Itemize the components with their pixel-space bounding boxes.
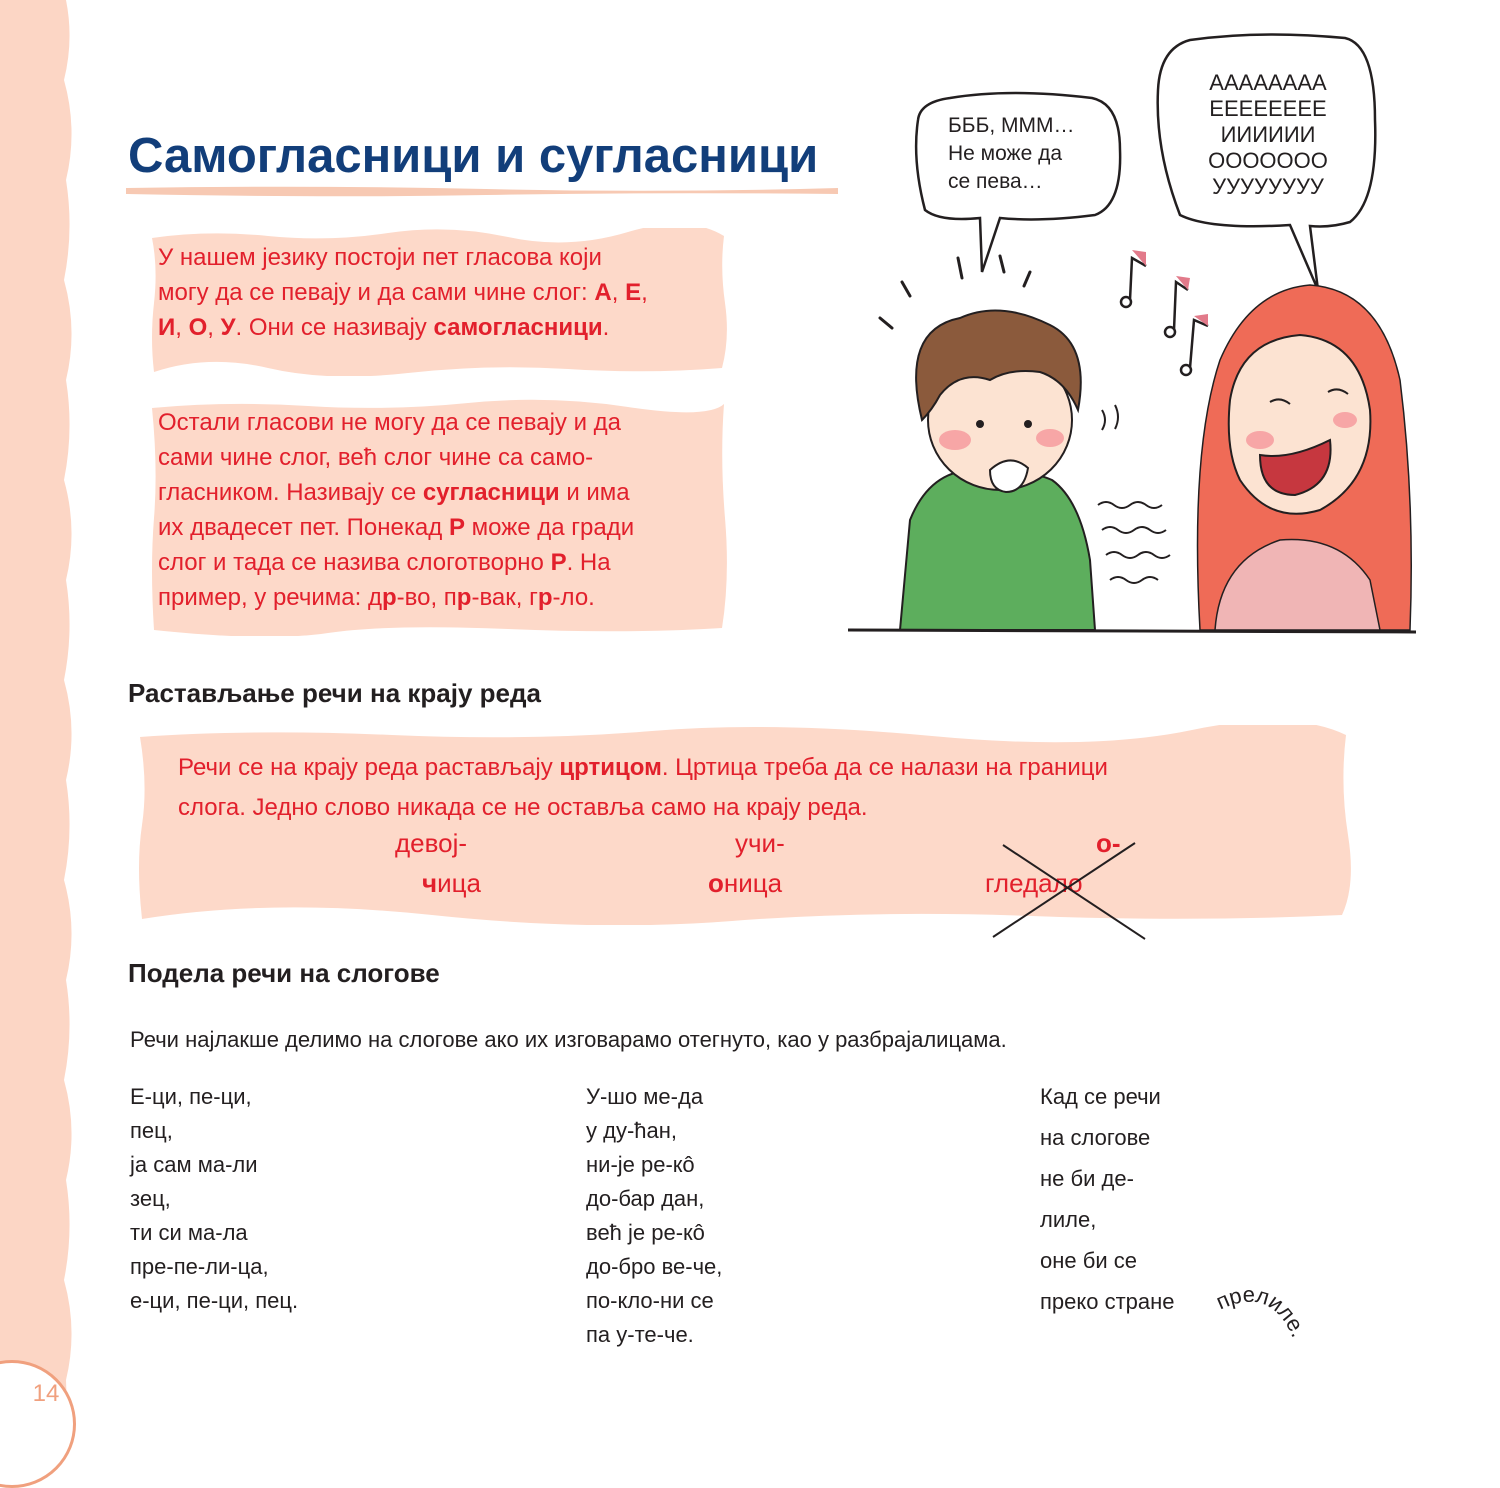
vowel-u: У (220, 314, 236, 341)
girl-speech-text (1178, 70, 1358, 200)
r-grlo: р (537, 584, 553, 611)
sep: , (611, 279, 626, 306)
vowels-line-3 (158, 310, 648, 345)
girl-speech-line-1: АААААААА (1209, 70, 1327, 95)
sep: , (175, 314, 189, 341)
example-3-rest: гледало (985, 868, 1083, 898)
r-drvo: р (381, 584, 397, 611)
example-1-bottom (422, 868, 481, 899)
vowels-line-3-text: . Они се називају (235, 314, 434, 341)
info-box-hyphenation (178, 748, 1108, 828)
boy-sweater (900, 470, 1095, 630)
boy-speech-text (948, 112, 1075, 196)
syllables-intro: Речи најлакше делимо на слогове ако их изговарамо отегнуто, као у разбрајалицама. (130, 1027, 1007, 1052)
rhyme3-line: на слогове (1040, 1125, 1151, 1150)
consonants-line-3 (158, 475, 634, 510)
c6c: -вак, г (471, 584, 538, 611)
rhyme3-line: оне би се (1040, 1248, 1137, 1273)
cross-out-mark (985, 835, 1155, 945)
rhyme2-line: У-шо ме-да (586, 1084, 704, 1109)
rhyme2-line: у ду-ћан, (586, 1118, 678, 1143)
h1a: Речи се на крају реда растављају (178, 754, 560, 781)
term-hyphen: цртицом (559, 754, 662, 781)
vowel-a: А (594, 279, 612, 306)
sep: , (207, 314, 221, 341)
example-1-rest: ица (437, 868, 481, 898)
hyphen-rule-line-1 (178, 748, 1108, 788)
rhyme2-line: по-кло-ни се (586, 1288, 714, 1313)
girl-speech-line-2: ЕЕЕЕЕЕЕЕ (1209, 96, 1327, 121)
c6d: -ло. (552, 584, 595, 611)
c5b: . На (566, 549, 611, 576)
example-2-bold: о (708, 868, 724, 898)
h1b: . Цртица треба да се налази на граници (661, 754, 1108, 781)
curved-word-prelile (1210, 1270, 1340, 1380)
example-3-top: о- (1096, 828, 1121, 858)
rhyme1-line: пец, (130, 1118, 173, 1143)
rhyme-column-2 (586, 1080, 722, 1352)
c3b: и има (559, 479, 630, 506)
c4a: их двадесет пет. Понекад (158, 514, 449, 541)
girl-speech-line-5: УУУУУУУУ (1212, 174, 1324, 199)
page-title: Самогласници и сугласници (128, 129, 819, 183)
vowels-line-2 (158, 275, 648, 310)
girl-speech-line-3: ИИИИИИ (1220, 122, 1316, 147)
rhyme1-line: Е-ци, пе-ци, (130, 1084, 252, 1109)
boy-speech-line-1: БББ, МММ… (948, 114, 1075, 137)
example-2-bottom (708, 868, 782, 899)
vowels-line-1: У нашем језику постоји пет гласова који (158, 244, 602, 271)
example-1-top: девој- (395, 828, 468, 858)
rhyme2-line: до-бро ве-че, (586, 1254, 723, 1279)
rhyme2-line: до-бар дан, (586, 1186, 705, 1211)
heading-syllables: Подела речи на слогове (128, 958, 440, 988)
vowel-o: О (188, 314, 208, 341)
sep: , (641, 279, 648, 306)
girl-speech-line-4: ООООООО (1208, 148, 1328, 173)
rhyme-column-1 (130, 1080, 298, 1318)
rhyme3-line: лиле, (1040, 1207, 1097, 1232)
rhyme3-line: преко стране (1040, 1289, 1175, 1314)
rhyme-column-3 (1040, 1076, 1175, 1322)
svg-text:прелиле. (1212, 1282, 1311, 1341)
vowel-i: И (158, 314, 176, 341)
term-consonants: сугласници (422, 479, 560, 506)
rhyme2-line: па у-те-че. (586, 1322, 694, 1347)
c3a: гласником. Називају се (158, 479, 423, 506)
letter-r: Р (448, 514, 465, 541)
rhyme2-line: ни-је ре-кô (586, 1152, 695, 1177)
info-box-vowels (158, 240, 648, 345)
rhyme1-line: е-ци, пе-ци, пец. (130, 1288, 299, 1313)
title-underline (126, 183, 838, 197)
vowels-line-2-text: могу да се певају и да сами чине слог: (158, 279, 595, 306)
rhyme2-line: већ је ре-кô (586, 1220, 705, 1245)
vowel-e: Е (625, 279, 642, 306)
rhyme3-line: не би де- (1040, 1166, 1134, 1191)
letter-r-2: Р (550, 549, 567, 576)
example-2-rest: ница (723, 868, 783, 898)
consonants-line-1: Остали гласови не могу да се певају и да (158, 409, 622, 436)
consonants-line-2: сами чине слог, већ слог чине са само- (158, 444, 594, 471)
c6b: -во, п (396, 584, 457, 611)
example-1-bold: ч (422, 868, 438, 898)
c6a: пример, у речима: д (158, 584, 382, 611)
c5a: слог и тада се назива слоготворно (158, 549, 551, 576)
c4b: може да гради (464, 514, 635, 541)
r-prvak: р (456, 584, 472, 611)
term-vowels: самогласници (433, 314, 603, 341)
info-box-consonants (158, 405, 634, 615)
hyphen-rule-line-2: слога. Једно слово никада се не оставља само на крају реда. (178, 794, 868, 821)
rhyme1-line: ја сам ма-ли (130, 1152, 258, 1177)
consonants-line-4 (158, 510, 634, 545)
rhyme1-line: пре-пе-ли-ца, (130, 1254, 269, 1279)
curved-word-text: прелиле. (1212, 1281, 1312, 1341)
rhyme1-line: ти си ма-ла (130, 1220, 248, 1245)
left-decorative-strip (0, 0, 80, 1436)
example-2-top: учи- (735, 828, 785, 858)
rhyme3-line: Кад се речи (1040, 1084, 1161, 1109)
page-number: 14 (32, 1380, 60, 1407)
dot: . (602, 314, 610, 341)
boy-speech-line-2: Не може да (948, 142, 1063, 165)
consonants-line-6 (158, 580, 634, 615)
consonants-line-5 (158, 545, 634, 580)
heading-word-splitting: Растављање речи на крају реда (128, 678, 541, 708)
boy-speech-line-3: се пева… (948, 170, 1043, 193)
rhyme1-line: зец, (130, 1186, 171, 1211)
